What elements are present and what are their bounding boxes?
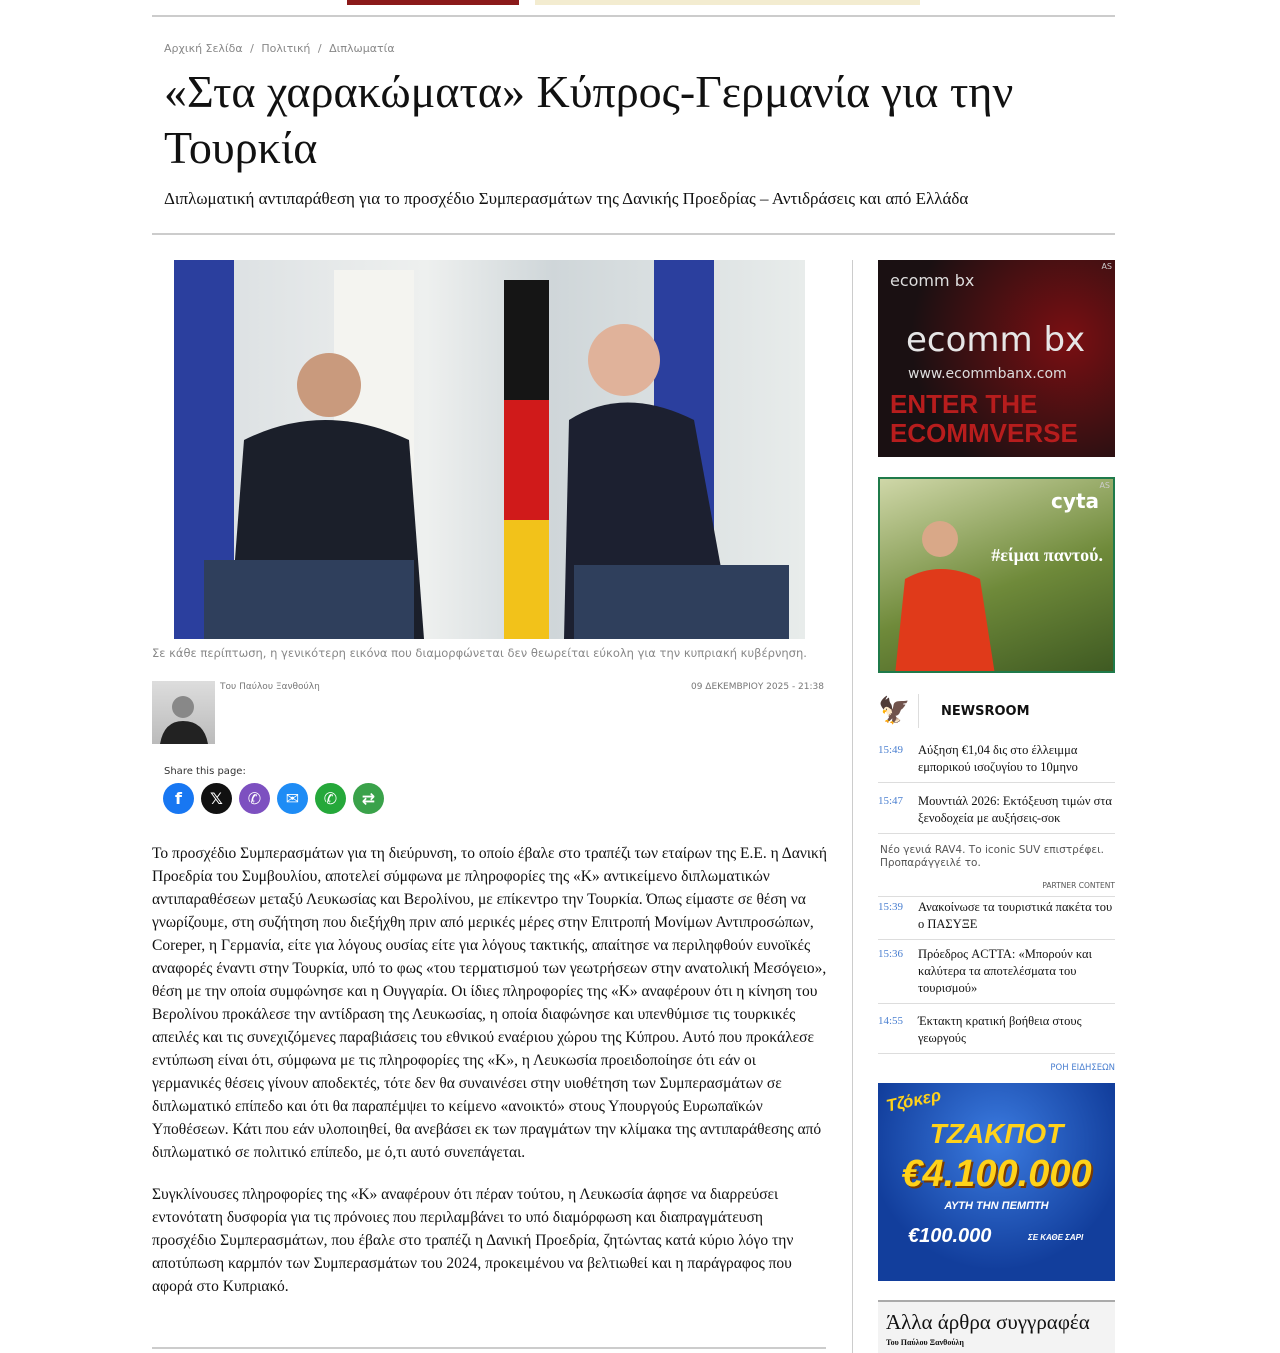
article-subtitle: Διπλωματική αντιπαράθεση για το προσχέδιο Συμπερασμάτων της Δανικής Προεδρίας – Αντιδράσεις και από Ελλάδα (164, 189, 969, 208)
partner-content-link[interactable]: Νέο γενιά RAV4. Το iconic SUV επιστρέφει. Προπαράγγειλέ το. (880, 844, 1104, 869)
divider (152, 1347, 826, 1349)
news-time: 15:36 (878, 948, 904, 960)
newsroom-logo-icon: 🦅 (878, 696, 911, 725)
news-title[interactable]: Μουντιάλ 2026: Εκτόξευση τιμών στα ξενοδοχεία με αυξήσεις-σοκ (918, 794, 1112, 825)
ad-headline: ΤΖΑΚΠΟΤ (929, 1118, 1064, 1149)
ad-big-brand: ecomm bx (906, 320, 1086, 360)
news-title[interactable]: Έκτακτη κρατική βοήθεια στους γεωργούς (918, 1014, 1082, 1045)
news-feed-link[interactable]: ΡΟΗ ΕΙΔΗΣΕΩΝ (1050, 1063, 1115, 1073)
news-item[interactable] (878, 1013, 1115, 1054)
ad-brand: cyta (1051, 489, 1099, 513)
facebook-icon: f (175, 789, 182, 808)
news-title[interactable]: Ανακοίνωσε τα τουριστικά πακέτα του ο ΠΑΣΥΞΕ (918, 900, 1113, 931)
facebook-share-button[interactable] (163, 783, 194, 814)
news-time: 15:49 (878, 744, 904, 756)
cyta-ad[interactable] (878, 477, 1115, 673)
ad-tag: AS (1101, 262, 1112, 271)
ecommbx-ad[interactable] (878, 260, 1115, 457)
column-divider (852, 260, 853, 1353)
other-articles-author[interactable]: Του Παύλου Ξανθούλη (886, 1338, 964, 1347)
breadcrumb-politics[interactable]: Πολιτική (261, 42, 311, 55)
breadcrumb-sep: / (250, 42, 254, 55)
breadcrumb-home[interactable]: Αρχική Σελίδα (164, 42, 243, 55)
ad-slogan: #είμαι παντού. (991, 545, 1103, 565)
sharethis-share-button[interactable] (353, 783, 384, 814)
article-body (152, 842, 828, 1317)
article-paragraph: Συγκλίνουσες πληροφορίες της «Κ» αναφέρουν ότι πέραν τούτου, η Λευκωσία άφησε να διαρρεύσει εντονότατη δυσφορία για τις πρόνοιες που περιλαμβάνει το υπό διαμόρφωση και διαπραγμάτευση προσχέδιο Συμπερασμάτων, που έβαλε στο τραπέζι η Δανική Προεδρία, ζητώντας κατά κύριο λόγο την αποτύπωση καρμπόν των Συμπερασμάτων του 2024, προκειμένου να βελτιωθεί και η παράγραφος που αφορά στο Κυπριακό. (152, 1186, 794, 1295)
news-item[interactable] (878, 742, 1115, 783)
breadcrumb-diplomacy[interactable]: Διπλωματία (329, 42, 395, 55)
photo-caption: Σε κάθε περίπτωση, η γενικότερη εικόνα που διαμορφώνεται δεν θεωρείται εύκολη για την κυπριακή κυβέρνηση. (152, 646, 807, 660)
ad-amount: €4.100.000 (901, 1153, 1092, 1195)
other-articles-title: Άλλα άρθρα συγγραφέα (886, 1310, 1090, 1334)
breadcrumb (164, 42, 399, 55)
divider (152, 15, 1115, 17)
top-banner-ad-2[interactable] (535, 0, 920, 5)
ad-tag: AS (1099, 481, 1110, 490)
news-time: 15:47 (878, 795, 904, 807)
whatsapp-share-button[interactable] (315, 783, 346, 814)
x-share-button[interactable] (201, 783, 232, 814)
viber-share-button[interactable] (239, 783, 270, 814)
x-icon: 𝕏 (210, 789, 223, 808)
publish-date: 09 ΔΕΚΕΜΒΡΙΟΥ 2025 - 21:38 (690, 682, 824, 692)
viber-icon: ✆ (247, 789, 262, 808)
newsroom-title: NEWSROOM (941, 703, 1030, 719)
author-name[interactable]: Του Παύλου Ξανθούλη (220, 682, 320, 692)
news-title[interactable]: Πρόεδρος ACTTA: «Μπορούν και καλύτερα τα αποτελέσματα του τουρισμού» (918, 947, 1092, 995)
ad-slogan: ENTER THE ECOMMVERSE (890, 389, 1078, 448)
news-time: 14:55 (878, 1015, 904, 1027)
article-paragraph: Το προσχέδιο Συμπερασμάτων για τη διεύρυνση, το οποίο έβαλε στο τραπέζι των εταίρων της Ε.Ε. η Δανική Προεδρία του Συμβουλίου, αποτελεί σύμφωνα με πληροφορίες της «Κ» αντικείμενο διπλωματικών αντιπαραθέσεων μεταξύ Λευκωσίας και Βερολίνου, με επίκεντρο την Τουρκία. Όπως είμαστε σε θέση να γνωρίζουμε, στη συζήτηση που διεξήχθη πριν από μερικές μέρες στην Επιτροπή Μονίμων Αντιπροσώπων, Coreper, η Γερμανία, είτε για λόγους ουσίας είτε για λόγους τακτικής, απαίτησε να περιληφθούν ευνοϊκές αναφορές έναντι στην Τουρκία, υπό το φως «του τερματισμού των γεωτρήσεων στην ανατολική Μεσόγειο», θέση με την οποία συμφώνησε και η Ουγγαρία. Οι ίδιες πληροφορίες της «Κ» αναφέρουν ότι η κίνηση του Βερολίνου προκάλεσε την αντίδραση της Λευκωσίας, η οποία διαφώνησε και υπενθύμισε τις τουρκικές απειλές και τις συνεχιζόμενες παραβιάσεις του εθνικού εναέριου χώρου της Κύπρου. Αυτό που προκάλεσε εντύπωση είναι ότι, σύμφωνα με τις πληροφορίες της «Κ», η Λευκωσία προειδοποίησε ότι εάν οι γερμανικές θέσεις γίνουν αποδεκτές, τότε δεν θα συναινέσει στην υιοθέτηση των Συμπερασμάτων σε διπλωματικό επίπεδο και ότι θα παραπέμψει το κείμενο «ανοικτό» στους Υπουργούς Ευρωπαϊκών Υποθέσεων. Κάτι που εάν υλοποιηθεί, θα ανεβάσει εκ των πραγμάτων την κλίμακα της αντιπαράθεσης από διπλωματικό σε πολιτικό επίπεδο, με ό,τι αυτό συνεπάγεται. (152, 845, 827, 1161)
divider (152, 233, 1115, 235)
ad-sub-text: ΣΕ ΚΑΘΕ ΣΑΡΙ (1028, 1233, 1084, 1242)
ad-date: ΑΥΤΗ ΤΗΝ ΠΕΜΠΤΗ (944, 1200, 1049, 1212)
top-banner-ad[interactable] (347, 0, 519, 5)
partner-content-tag: PARTNER CONTENT (1042, 881, 1115, 890)
news-title[interactable]: Αύξηση €1,04 δις στο έλλειμμα εμπορικού ισοζυγίου το 10μηνο (918, 743, 1078, 774)
whatsapp-icon: ✆ (323, 789, 338, 808)
joker-lottery-ad[interactable] (878, 1083, 1115, 1281)
page-title: «Στα χαρακώματα» Κύπρος-Γερμανία για την Τουρκία (164, 66, 1014, 173)
share-icon: ⇄ (361, 789, 376, 808)
share-buttons (163, 783, 384, 814)
ad-brand: ecomm bx (890, 271, 975, 290)
author-avatar[interactable] (152, 681, 215, 744)
news-item[interactable] (878, 946, 1115, 1004)
press-conference-image (174, 260, 805, 639)
news-item[interactable] (878, 896, 1115, 940)
article-photo (174, 260, 805, 639)
other-articles-box (878, 1300, 1115, 1353)
newsroom-header (878, 693, 1115, 729)
ad-sub-amount: €100.000 (908, 1225, 992, 1247)
ad-url: www.ecommbanx.com (908, 366, 1067, 382)
news-time: 15:39 (878, 901, 904, 913)
messenger-icon: ✉ (285, 789, 300, 808)
share-label: Share this page: (164, 766, 246, 777)
ad-brand: Τζόκερ (884, 1085, 943, 1116)
messenger-share-button[interactable] (277, 783, 308, 814)
breadcrumb-sep: / (317, 42, 322, 55)
ad-person-image (890, 499, 1000, 673)
news-item[interactable] (878, 793, 1115, 834)
